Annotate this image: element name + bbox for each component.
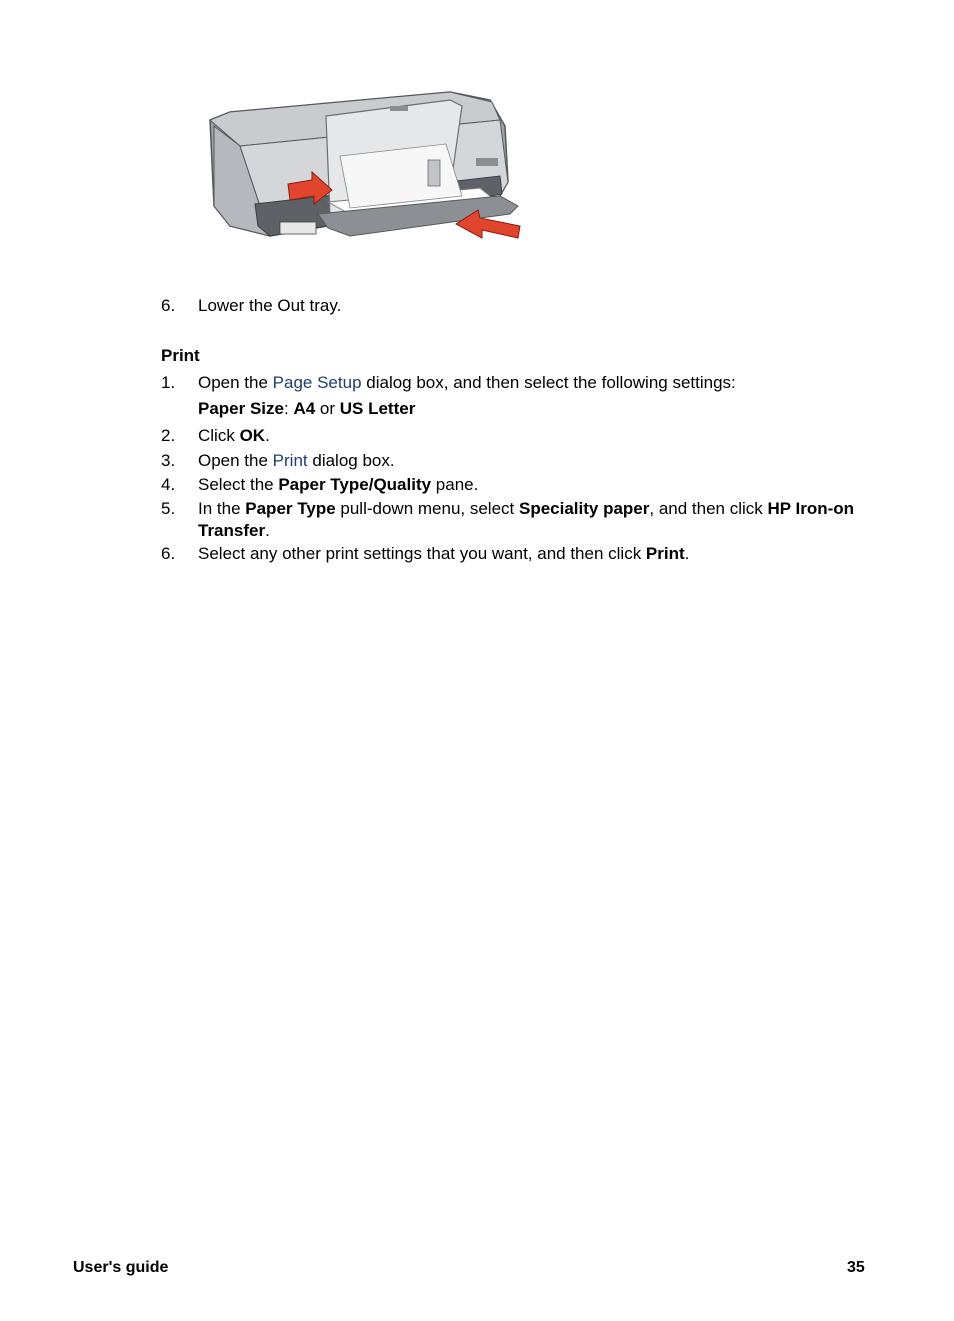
printer-illustration <box>200 86 532 258</box>
step-number: 2. <box>161 426 176 445</box>
page-setup-link[interactable]: Page Setup <box>272 373 362 392</box>
step-text: Open the Print dialog box. <box>198 451 395 470</box>
step-text: Open the Page Setup dialog box, and then select the following settings: <box>198 373 736 392</box>
step-number: 1. <box>161 373 176 392</box>
step-number: 3. <box>161 451 176 470</box>
step-text: Click OK. <box>198 426 270 445</box>
print-link[interactable]: Print <box>272 451 308 470</box>
step-text: Lower the Out tray. <box>198 296 342 315</box>
footer-title: User's guide <box>73 1259 169 1276</box>
step-number: 5. <box>161 499 176 518</box>
step-text: Select the Paper Type/Quality pane. <box>198 475 479 494</box>
step-number: 6. <box>161 296 176 315</box>
step-text: In the Paper Type pull-down menu, select Speciality paper, and then click HP Iron-on Transfer. <box>198 499 855 540</box>
step-number: 6. <box>161 544 176 563</box>
step-text: Select any other print settings that you want, and then click Print. <box>198 544 690 563</box>
paper-size-setting: Paper Size: A4 or US Letter <box>198 399 416 418</box>
step-number: 4. <box>161 475 176 494</box>
section-heading: Print <box>161 346 200 365</box>
page-number: 35 <box>847 1259 865 1276</box>
